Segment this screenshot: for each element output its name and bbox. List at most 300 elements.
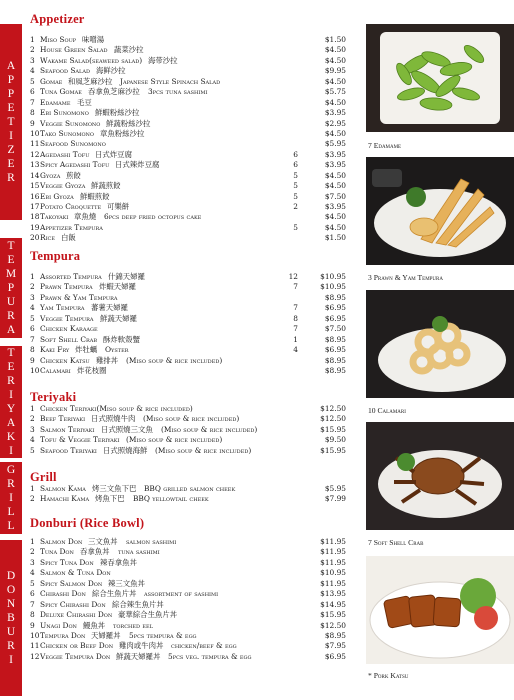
item-number: 11 <box>30 139 40 149</box>
caption-prawn-yam-tempura: 3 Prawn & Yam Tempura <box>368 273 443 282</box>
item-name: Gomae <box>40 76 63 86</box>
item-name: Tuna Gomae <box>40 87 82 97</box>
menu-item-row <box>30 600 346 610</box>
item-number: 1 <box>30 404 35 413</box>
item-chinese-name: 蔬菜沙拉 <box>114 45 144 55</box>
item-chinese-name: 烤三文魚下巴 <box>92 484 137 493</box>
menu-item-row <box>30 425 346 435</box>
menu-item-row <box>30 610 346 620</box>
menu-item-row <box>30 77 346 87</box>
item-description: BBQ grilled salmon cheek <box>144 484 236 493</box>
item-chinese-name: 章魚燒 <box>74 212 97 222</box>
item-price: $11.95 <box>320 578 346 588</box>
sidebar-letter: I <box>9 654 13 666</box>
item-number: 3 <box>30 557 35 567</box>
item-number: 4 <box>30 66 35 76</box>
sidebar-letter: R <box>7 640 15 652</box>
donburi-list <box>30 537 346 662</box>
item-name: Veggie Sunomono <box>40 118 101 128</box>
item-price: $1.50 <box>324 233 346 243</box>
caption-calamari: 10 Calamari <box>368 406 406 415</box>
item-chinese-name: 日式照燒三文魚 <box>101 424 153 434</box>
item-chinese-name: 鮮蔬天婦羅丼 <box>116 651 161 661</box>
sidebar-donburi <box>0 540 22 696</box>
item-price: $9.95 <box>324 66 346 76</box>
item-number: 11 <box>30 641 40 651</box>
section-title-grill: Grill <box>30 470 57 484</box>
menu-item-row <box>30 293 346 303</box>
item-chinese-name: 和風芝麻沙拉 <box>68 76 113 86</box>
item-price: $15.95 <box>320 610 346 620</box>
item-number: 8 <box>30 610 35 620</box>
item-price: $8.95 <box>324 365 346 375</box>
item-name: Miso Soup <box>40 35 77 44</box>
item-chinese-name: 海鲜沙拉 <box>96 66 126 76</box>
menu-item-row <box>30 537 346 547</box>
menu-item-row <box>30 119 346 129</box>
item-price: $3.95 <box>324 108 346 118</box>
item-description: tuna sashimi <box>118 547 160 557</box>
item-description: (Miso soup & rice included) <box>126 435 223 445</box>
item-chinese-name: 三文魚丼 <box>88 537 118 546</box>
item-price: $4.50 <box>324 55 346 65</box>
item-name: Soft Shell Crab <box>40 334 98 344</box>
item-name: Chicken Teriyaki(Miso soup & rice included) <box>40 404 193 413</box>
item-price: $4.50 <box>324 181 346 191</box>
item-number: 9 <box>30 118 35 128</box>
item-price: $7.99 <box>324 494 346 504</box>
item-name: Beef Teriyaki <box>40 414 86 424</box>
item-name: Tofu & Veggie Teriyaki <box>40 435 120 445</box>
item-number: 1 <box>30 272 35 281</box>
menu-item-row <box>30 414 346 424</box>
sidebar-letter: B <box>7 612 15 624</box>
menu-item-row <box>30 345 346 355</box>
menu-item-row <box>30 446 346 456</box>
item-chinese-name: 雞排丼 <box>96 355 119 365</box>
item-number: 5 <box>30 578 35 588</box>
item-price: $7.50 <box>324 191 346 201</box>
item-name: Tempura Don <box>40 630 86 640</box>
sidebar-grill <box>0 462 22 534</box>
section-title-teriyaki: Teriyaki <box>30 390 77 404</box>
sidebar-letter: O <box>6 584 16 596</box>
item-chinese-name: 雞肉或牛肉丼 <box>119 641 164 651</box>
item-number: 3 <box>30 424 35 434</box>
item-name: Spicy Salmon Don <box>40 578 103 588</box>
item-description: (Miso soup & rice included) <box>155 445 252 455</box>
pork-katsu-photo <box>366 556 514 664</box>
menu-item-row <box>30 641 346 651</box>
item-description: 6pcs deep fried octopus cake <box>104 212 202 222</box>
item-name: Gyoza <box>40 170 61 180</box>
sidebar-letter: R <box>7 310 15 322</box>
item-chinese-name: 鮮蔬天婦羅 <box>100 313 137 323</box>
item-chinese-name: 什錦天婦羅 <box>108 272 145 281</box>
sidebar-letter: E <box>7 102 15 114</box>
sidebar-letter: A <box>6 417 16 429</box>
item-name: Salmon Kama <box>40 484 86 493</box>
item-price: $15.95 <box>320 445 346 455</box>
item-chinese-name: 日式照燒海鮮 <box>103 445 148 455</box>
item-chinese-name: 章魚粉絲沙拉 <box>100 128 145 138</box>
item-name: Prawn & Yam Tempura <box>40 292 118 302</box>
item-description: 5pcs tempura & egg <box>129 630 197 640</box>
item-number: 2 <box>30 414 35 424</box>
item-description: (Miso soup & rice included) <box>126 355 223 365</box>
item-description: torched eel <box>113 620 154 630</box>
menu-item-row <box>30 303 346 313</box>
item-price: $11.95 <box>320 537 346 546</box>
item-description: assortment of sashimi <box>144 589 219 599</box>
item-chinese-name: 可樂餅 <box>107 202 130 211</box>
menu-item-row <box>30 98 346 108</box>
item-chinese-name: 日式照燒牛肉 <box>91 414 136 424</box>
sidebar-letter: Y <box>6 403 16 415</box>
item-price: $6.95 <box>324 345 346 355</box>
item-number: 2 <box>30 547 35 557</box>
item-number: 12 <box>30 149 40 159</box>
menu-item-row <box>30 212 346 222</box>
item-piece-count: 7 <box>293 324 298 334</box>
item-number: 8 <box>30 345 35 355</box>
sidebar-letter: T <box>7 347 15 359</box>
sidebar-letter: A <box>6 60 16 72</box>
menu-item-row <box>30 621 346 631</box>
menu-item-row <box>30 171 346 181</box>
item-price: $8.95 <box>324 334 346 344</box>
item-name: Chirashi Don <box>40 589 86 599</box>
sidebar-letter: A <box>6 324 16 336</box>
item-number: 4 <box>30 303 35 313</box>
menu-item-row <box>30 202 346 212</box>
item-number: 7 <box>30 599 35 609</box>
item-name: Potato Croquette <box>40 202 102 211</box>
item-number: 6 <box>30 324 35 334</box>
item-piece-count: 1 <box>293 334 298 344</box>
item-name: Tako Sunomono <box>40 128 95 138</box>
item-price: $6.95 <box>324 651 346 661</box>
menu-item-row <box>30 129 346 139</box>
item-name: Spicy Tuna Don <box>40 557 94 567</box>
menu-item-row <box>30 589 346 599</box>
item-price: $11.95 <box>320 557 346 567</box>
sidebar-teriyaki <box>0 346 22 458</box>
sidebar-tempura <box>0 238 22 338</box>
menu-item-row <box>30 356 346 366</box>
item-chinese-name: 煎餃 <box>66 170 81 180</box>
item-number: 16 <box>30 191 40 201</box>
item-name: House Green Salad <box>40 45 108 55</box>
item-name: Wakame Salad(seaweed salad) <box>40 55 143 65</box>
menu-item-row <box>30 108 346 118</box>
item-number: 10 <box>30 365 40 375</box>
item-name: Seafood Teriyaki <box>40 445 97 455</box>
item-piece-count: 5 <box>293 222 298 232</box>
item-number: 17 <box>30 202 40 211</box>
sidebar-letter: E <box>7 361 15 373</box>
item-name: Salmon Teriyaki <box>40 424 95 434</box>
item-number: 6 <box>30 87 35 97</box>
menu-item-row <box>30 223 346 233</box>
item-description: chicken/beef & egg <box>171 641 237 651</box>
item-chinese-name: 日式炸豆腐 <box>95 149 132 159</box>
calamari-photo <box>366 290 514 398</box>
sidebar-letter: K <box>6 431 16 443</box>
item-price: $4.50 <box>324 128 346 138</box>
sidebar-letter: E <box>7 254 15 266</box>
item-price: $3.95 <box>324 202 346 211</box>
item-name: Spicy Agedashi Tofu <box>40 160 110 170</box>
item-chinese-name: 海带沙拉 <box>148 55 178 65</box>
item-price: $11.95 <box>320 547 346 557</box>
item-number: 1 <box>30 35 35 44</box>
menu-item-row <box>30 484 346 494</box>
item-price: $10.95 <box>320 282 346 292</box>
item-chinese-name: 鰻魚丼 <box>83 620 106 630</box>
item-piece-count: 8 <box>293 313 298 323</box>
item-price: $3.95 <box>324 160 346 170</box>
item-price: $13.95 <box>320 589 346 599</box>
item-piece-count: 7 <box>293 282 298 292</box>
item-chinese-name: 炸蝦天婦羅 <box>99 282 136 292</box>
item-price: $14.95 <box>320 599 346 609</box>
item-number: 7 <box>30 334 35 344</box>
item-name: Chicken Karaage <box>40 324 98 334</box>
item-number: 9 <box>30 620 35 630</box>
item-piece-count: 4 <box>293 345 298 355</box>
item-name: Ebi Gyoza <box>40 191 74 201</box>
sidebar-letter: M <box>5 268 17 280</box>
menu-item-row <box>30 233 346 243</box>
item-price: $10.95 <box>320 272 346 281</box>
sidebar-letter: I <box>9 492 13 504</box>
item-chinese-name: 鮮蝦粉絲沙拉 <box>95 108 140 118</box>
item-name: Salmon & Tuna Don <box>40 568 111 578</box>
item-number: 18 <box>30 212 40 222</box>
item-price: $12.50 <box>320 620 346 630</box>
item-name: Chicken Katsu <box>40 355 90 365</box>
item-description: (Miso soup & rice included) <box>161 424 258 434</box>
item-chinese-name: 鮮蝦煎餃 <box>80 191 110 201</box>
item-number: 12 <box>30 651 40 661</box>
item-chinese-name: 酥炸軟殼蟹 <box>103 334 140 344</box>
section-title-donburi: Donburi (Rice Bowl) <box>30 516 145 530</box>
item-description: 3pcs tuna sashimi <box>148 87 208 97</box>
sidebar-letter: I <box>9 389 13 401</box>
item-piece-count: 7 <box>293 303 298 313</box>
sidebar-letter: G <box>6 464 16 476</box>
item-number: 7 <box>30 97 35 107</box>
menu-item-row <box>30 366 346 376</box>
menu-item-row <box>30 35 346 45</box>
menu-item-row <box>30 192 346 202</box>
menu-item-row <box>30 181 346 191</box>
item-piece-count: 5 <box>293 181 298 191</box>
menu-item-row <box>30 335 346 345</box>
item-description: salmon sashimi <box>126 537 177 546</box>
item-name: Deluxe Chirashi Don <box>40 610 113 620</box>
appetizer-list <box>30 35 346 244</box>
edamame-photo <box>366 24 514 132</box>
item-price: $7.95 <box>324 641 346 651</box>
sidebar-letter: L <box>7 520 15 532</box>
sidebar-letter: P <box>7 282 15 294</box>
menu-item-row <box>30 404 346 414</box>
item-price: $4.50 <box>324 222 346 232</box>
sidebar-letter: I <box>9 130 13 142</box>
item-piece-count: 12 <box>288 272 298 281</box>
menu-item-row <box>30 45 346 55</box>
item-name: Prawn Tempura <box>40 282 93 292</box>
menu-item-row <box>30 435 346 445</box>
sidebar-letter: P <box>7 74 15 86</box>
caption-pork-katsu: * Pork Katsu <box>368 671 409 680</box>
item-number: 4 <box>30 435 35 445</box>
item-name: Agedashi Tofu <box>40 149 90 159</box>
teriyaki-list <box>30 404 346 456</box>
sidebar-letter: Z <box>7 144 15 156</box>
item-name: Calamari <box>40 365 71 375</box>
sidebar-letter: L <box>7 506 15 518</box>
item-piece-count: 2 <box>293 202 298 211</box>
menu-item-row <box>30 631 346 641</box>
item-chinese-name: 烤魚下巴 <box>95 494 125 504</box>
item-name: Rice <box>40 233 56 243</box>
item-price: $4.50 <box>324 97 346 107</box>
item-number: 1 <box>30 484 35 493</box>
caption-edamame: 7 Edamame <box>368 141 402 150</box>
item-chinese-name: 綜合生魚片丼 <box>92 589 137 599</box>
item-number: 6 <box>30 589 35 599</box>
item-price: $1.50 <box>324 35 346 44</box>
caption-soft-shell-crab: 7 Soft Shell Crab <box>368 538 424 547</box>
item-number: 2 <box>30 494 35 504</box>
item-description: Oyster <box>105 345 129 355</box>
item-price: $3.95 <box>324 149 346 159</box>
item-number: 3 <box>30 292 35 302</box>
menu-item-row <box>30 56 346 66</box>
item-name: Ebi Sunomono <box>40 108 89 118</box>
item-name: Spicy Chirashi Don <box>40 599 106 609</box>
item-price: $2.95 <box>324 118 346 128</box>
sidebar-letter: I <box>9 445 13 457</box>
item-name: Salmon Don <box>40 537 83 546</box>
item-piece-count: 6 <box>293 160 298 170</box>
item-number: 15 <box>30 181 40 191</box>
item-chinese-name: 豪華綜合生魚片丼 <box>118 610 178 620</box>
grill-list <box>30 484 346 505</box>
item-chinese-name: 炸花枝圈 <box>77 365 107 375</box>
menu-item-row <box>30 324 346 334</box>
item-piece-count: 5 <box>293 191 298 201</box>
item-price: $10.95 <box>320 568 346 578</box>
item-chinese-name: 炸牡蠣 <box>75 345 98 355</box>
item-price: $12.50 <box>320 414 346 424</box>
sidebar-letter: R <box>7 172 15 184</box>
item-name: Veggie Gyoza <box>40 181 86 191</box>
item-name: Seafood Sunomono <box>40 139 106 149</box>
item-name: Unagi Don <box>40 620 77 630</box>
item-number: 19 <box>30 222 40 232</box>
item-name: Veggie Tempura <box>40 313 94 323</box>
item-name: Takoyaki <box>40 212 69 222</box>
item-number: 10 <box>30 630 40 640</box>
item-price: $6.95 <box>324 313 346 323</box>
item-description: 5pcs veg. tempura & egg <box>168 651 252 661</box>
item-number: 13 <box>30 160 40 170</box>
soft-shell-crab-photo <box>366 422 514 530</box>
item-number: 14 <box>30 170 40 180</box>
menu-item-row <box>30 568 346 578</box>
item-chinese-name: 天婦羅丼 <box>91 630 121 640</box>
item-chinese-name: 日式辣炸豆腐 <box>115 160 160 170</box>
item-name: Kaki Fry <box>40 345 70 355</box>
item-number: 2 <box>30 282 35 292</box>
sidebar-letter: E <box>7 158 15 170</box>
item-chinese-name: 毛豆 <box>77 97 92 107</box>
item-chinese-name: 辣三文魚丼 <box>108 578 145 588</box>
item-chinese-name: 吞拿魚丼 <box>80 547 110 557</box>
item-price: $5.95 <box>324 484 346 493</box>
item-chinese-name: 白飯 <box>61 233 76 243</box>
item-price: $6.95 <box>324 303 346 313</box>
menu-item-row <box>30 547 346 557</box>
item-name: Edamame <box>40 97 71 107</box>
item-price: $4.50 <box>324 170 346 180</box>
sidebar-letter: R <box>7 478 15 490</box>
menu-item-row <box>30 160 346 170</box>
sidebar-letter: T <box>7 116 15 128</box>
menu-item-row <box>30 272 346 282</box>
item-name: Hamachi Kama <box>40 494 90 504</box>
section-title-tempura: Tempura <box>30 249 81 263</box>
sidebar-letter: P <box>7 88 15 100</box>
sidebar-letter: U <box>6 296 16 308</box>
item-price: $5.75 <box>324 87 346 97</box>
item-number: 10 <box>30 128 40 138</box>
sidebar-appetizer <box>0 24 22 220</box>
menu-item-row <box>30 150 346 160</box>
item-name: Seafood Salad <box>40 66 90 76</box>
sidebar-letter: D <box>6 570 16 582</box>
item-number: 5 <box>30 76 35 86</box>
item-price: $8.95 <box>324 630 346 640</box>
item-name: Yam Tempura <box>40 303 85 313</box>
menu-item-row <box>30 579 346 589</box>
item-price: $4.50 <box>324 45 346 55</box>
item-name: Veggie Tempura Don <box>40 651 111 661</box>
item-price: $12.50 <box>320 404 346 413</box>
item-chinese-name: 辣吞拿魚丼 <box>100 557 137 567</box>
item-chinese-name: 蕃薯天婦羅 <box>91 303 128 313</box>
menu-item-row <box>30 282 346 292</box>
item-price: $15.95 <box>320 424 346 434</box>
item-number: 5 <box>30 445 35 455</box>
item-description: BBQ yellowtail cheek <box>133 494 209 504</box>
item-name: Assorted Tempura <box>40 272 102 281</box>
menu-item-row <box>30 66 346 76</box>
item-price: $4.50 <box>324 212 346 222</box>
menu-item-row <box>30 139 346 149</box>
item-number: 9 <box>30 355 35 365</box>
menu-item-row <box>30 314 346 324</box>
prawn-yam-tempura-photo <box>366 157 514 265</box>
item-description: Japanese Style Spinach Salad <box>120 76 221 86</box>
sidebar-letter: R <box>7 375 15 387</box>
item-price: $8.95 <box>324 292 346 302</box>
menu-item-row <box>30 558 346 568</box>
